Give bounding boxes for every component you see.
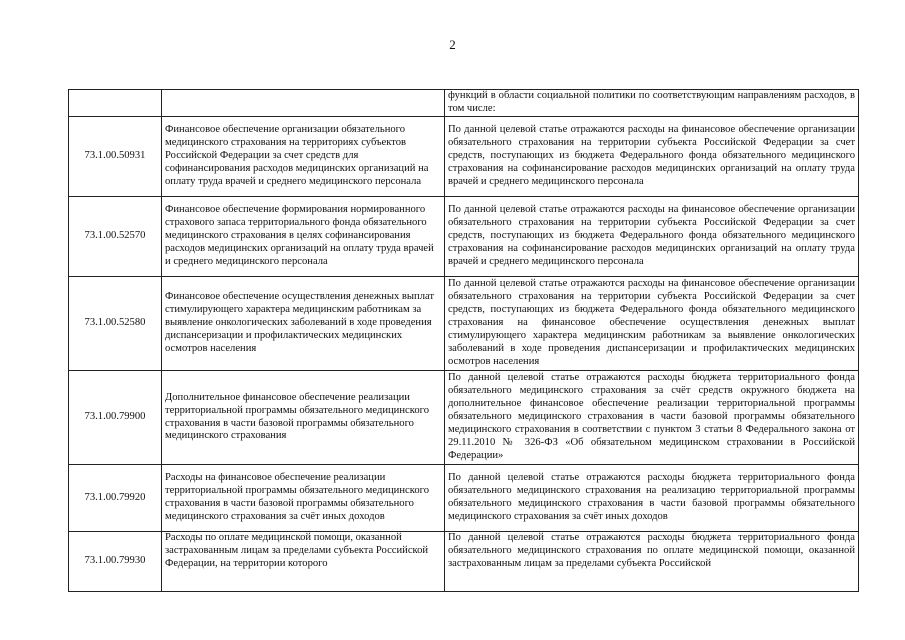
target-article-name: Дополнительное финансовое обеспечение реализации территориальной программы обязательного медицинского страхования в части базовой программы обязательного медицинского страхования — [162, 371, 445, 465]
target-article-description: По данной целевой статье отражаются расходы на финансовое обеспечение организации обязательного страхования на территории субъекта Российской Федерации за счет средств, поступающих из бюджета Федерального фонда обязательного медицинского страхования на финансовое обеспечение осуществления денежных выплат стимулирующего характера медицинским работникам за выявление онкологических заболеваний в ходе проведения диспансеризации и профилактических медицинских осмотров населения — [445, 277, 859, 371]
target-article-code: 73.1.00.50931 — [69, 117, 162, 197]
target-article-name: Финансовое обеспечение формирования нормированного страхового запаса территориального фонда обязательного медицинского страхования в целях софинансирования расходов медицинских организаций на оплату труда врачей и среднего медицинского персонала — [162, 197, 445, 277]
target-article-description: По данной целевой статье отражаются расходы бюджета территориального фонда обязательного медицинского страхования за счёт средств окружного бюджета на дополнительное финансовое обеспечение реализации территориальной программы обязательного медицинского страхования в части базовой программы обязательного медицинского страхования в соответствии с пунктом 3 статьи 8 Федерального закона от 29.11.2010 № 326-ФЗ «Об обязательном медицинском страховании в Российской Федерации» — [445, 371, 859, 465]
target-article-name — [162, 90, 445, 117]
table-row — [69, 371, 859, 465]
target-article-name: Расходы на финансовое обеспечение реализации территориальной программы обязательного медицинского страхования в части базовой программы обязательного медицинского страхования за счёт иных доходов — [162, 465, 445, 532]
target-article-description: По данной целевой статье отражаются расходы бюджета территориального фонда обязательного медицинского страхования по оплате медицинской помощи, оказанной застрахованным лицам за пределами субъекта Российской — [445, 532, 859, 592]
target-article-description: По данной целевой статье отражаются расходы на финансовое обеспечение организации обязательного страхования на территории субъекта Российской Федерации за счет средств, поступающих из бюджета Федерального фонда обязательного медицинского страхования на софинансирование расходов медицинских организаций на оплату труда врачей и среднего медицинского персонала — [445, 197, 859, 277]
table-row — [69, 117, 859, 197]
table-row — [69, 197, 859, 277]
target-article-description: функций в области социальной политики по соответствующим направлениям расходов, в том числе: — [445, 90, 859, 117]
table-row — [69, 90, 859, 117]
target-article-code: 73.1.00.52570 — [69, 197, 162, 277]
table-row — [69, 277, 859, 371]
target-article-code: 73.1.00.79900 — [69, 371, 162, 465]
table-row — [69, 465, 859, 532]
target-article-code — [69, 90, 162, 117]
budget-classification-table — [68, 89, 859, 592]
target-article-code: 73.1.00.52580 — [69, 277, 162, 371]
target-article-name: Финансовое обеспечение организации обязательного медицинского страхования на территориях субъектов Российской Федерации за счет средств для софинансирования расходов медицинских организаций на оплату труда врачей и среднего медицинского персонала — [162, 117, 445, 197]
target-article-description: По данной целевой статье отражаются расходы бюджета территориального фонда обязательного медицинского страхования на реализацию территориальной программы обязательного медицинского страхования в части базовой программы обязательного медицинского страхования за счёт иных доходов — [445, 465, 859, 532]
target-article-code: 73.1.00.79930 — [69, 532, 162, 592]
page-number: 2 — [449, 37, 456, 52]
target-article-name: Финансовое обеспечение осуществления денежных выплат стимулирующего характера медицинским работникам за выявление онкологических заболеваний в ходе проведения диспансеризации и профилактических медицинских осмотров населения — [162, 277, 445, 371]
target-article-description: По данной целевой статье отражаются расходы на финансовое обеспечение организации обязательного страхования на территории субъекта Российской Федерации за счет средств, поступающих из бюджета Федерального фонда обязательного медицинского страхования на софинансирование расходов медицинских организаций на оплату труда врачей и среднего медицинского персонала — [445, 117, 859, 197]
target-article-name: Расходы по оплате медицинской помощи, оказанной застрахованным лицам за пределами субъекта Российской Федерации, на территории которого — [162, 532, 445, 592]
table-row — [69, 532, 859, 592]
target-article-code: 73.1.00.79920 — [69, 465, 162, 532]
